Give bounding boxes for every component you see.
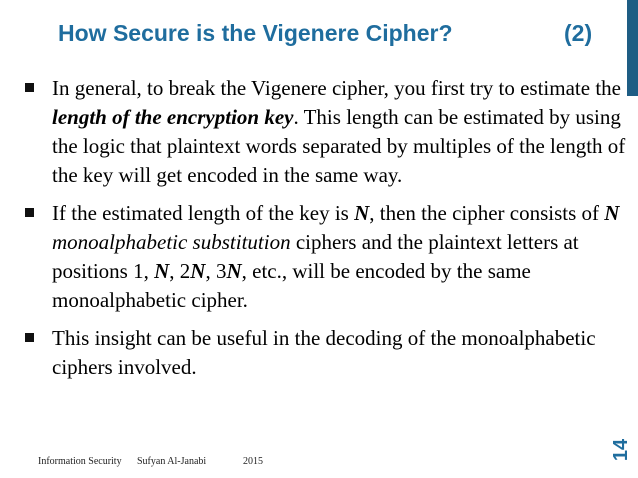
footer-author: Sufyan Al-Janabi [137, 456, 207, 467]
bullet-2-var-n: N [154, 259, 170, 283]
bullet-2-text-f: , 3 [205, 259, 227, 283]
bullet-2-text-b: , then the cipher consists of [369, 201, 605, 225]
bullet-item-1 [22, 74, 632, 190]
bullet-1-text-b: . This length can be estimated by using the logic that plaintext words separated by multiples of the length of the key will get encoded in the same way. [52, 105, 626, 187]
footer-course: Information Security [38, 456, 122, 467]
bullet-2-var-n: N [190, 259, 206, 283]
bullet-item-3 [22, 324, 632, 382]
bullet-2-italic-term: monoalphabetic substitution [52, 230, 291, 254]
slide-title: How Secure is the Vigenere Cipher? [58, 20, 453, 46]
bullet-2-text-d: ciphers and the plaintext letters at positions 1, [52, 230, 579, 283]
square-bullet-icon [25, 208, 34, 217]
page-number: 14 [610, 438, 632, 462]
square-bullet-icon [25, 83, 34, 92]
bullet-2-var-n: N [226, 259, 242, 283]
bullet-2-var-n: N [604, 201, 620, 225]
bullet-1-emphasis: length of the encryption key [52, 105, 294, 129]
bullet-item-2 [22, 199, 632, 315]
bullet-list [22, 74, 632, 391]
slide-title-number: (2) [564, 20, 593, 46]
bullet-2-text-a: If the estimated length of the key is [52, 201, 355, 225]
bullet-2-text-g: , etc., will be encoded by the same monoalphabetic cipher. [52, 259, 531, 312]
square-bullet-icon [25, 333, 34, 342]
bullet-1-text-a: In general, to break the Vigenere cipher, you first try to estimate the [52, 76, 621, 100]
bullet-2-text-e: , 2 [169, 259, 191, 283]
bullet-2-var-n: N [354, 201, 370, 225]
bullet-3-text: This insight can be useful in the decoding of the monoalphabetic ciphers involved. [52, 326, 596, 379]
footer-year: 2015 [243, 456, 263, 467]
title-row [0, 20, 620, 56]
